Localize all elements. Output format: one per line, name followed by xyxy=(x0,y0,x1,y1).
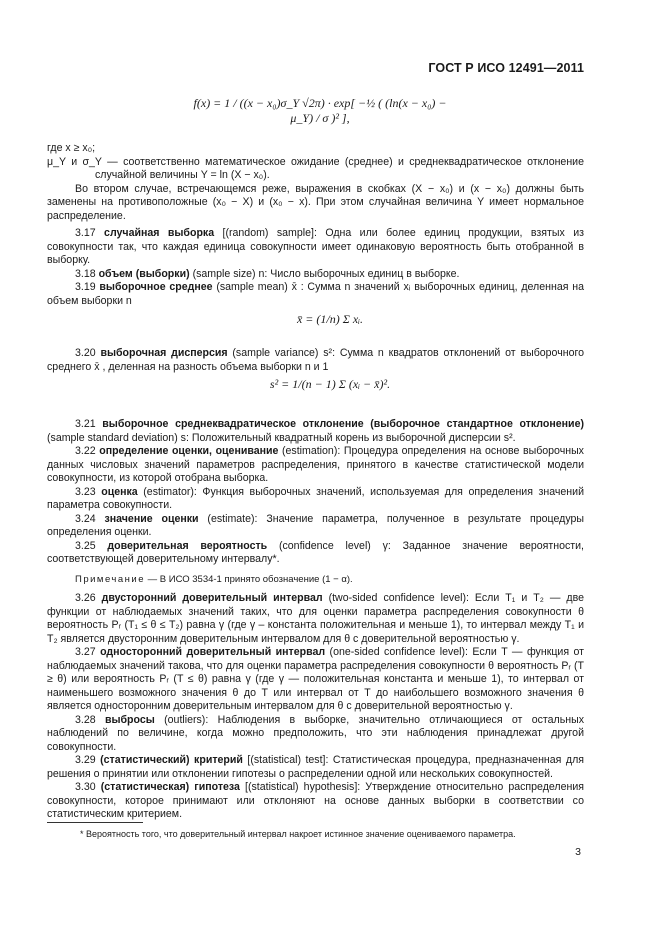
section-3-20 xyxy=(47,347,584,374)
term-3-21: 3.21 выборочное среднеквадратическое отклонение (выборочное стандартное отклонение) (sample standard deviation) s: Положительный квадратный корень из выборочной дисперсии s². xyxy=(47,418,584,444)
term-3-24: 3.24 значение оценки (estimate): Значение параметра, полученное в результате процедуры определения оценки. xyxy=(47,512,585,538)
term-3-26: 3.26 двусторонний доверительный интервал (two-sided confidence level): Если T₁ и T₂ — две функции от наблюдаемых значений таких, что для оценки параметра распределения совокупности θ вероятность Pᵣ (T₁ ≤ θ ≤ T₂) равна γ (где γ – константа положительная и меньше 1), то интервал между T₁ и T₂ является двусторонним доверительным интервалом для θ с доверительной вероятностью γ. xyxy=(47,592,584,645)
mu-sigma-definition: μ_Y и σ_Y — соответственно математическое ожидание (среднее) и среднеквадратическое отклонение случайной величины Y = ln (X − x₀). xyxy=(47,155,584,181)
footnote: * Вероятность того, что доверительный интервал накроет истинное значение оцениваемого параметра. xyxy=(80,829,516,839)
term-3-18: 3.18 объем (выборки) (sample size) n: Число выборочных единиц в выборке. xyxy=(75,267,460,280)
term-3-30: 3.30 (статистическая) гипотеза [(statistical) hypothesis]: Утверждение относительно распределения совокупности, которое принимают или отклоняют на основе данных выборки в соответствии со статистическим критерием. xyxy=(47,781,585,820)
second-case-paragraph: Во втором случае, встречающемся реже, выражения в скобках (X − x₀) и (x − x₀) должны быть заменены на противоположные (x₀ − X) и (x₀ − x). При этом случайная величина Y имеет нормальное распределение. xyxy=(47,182,584,222)
term-3-20: 3.20 выборочная дисперсия (sample variance) s²: Сумма n квадратов отклонений от выборочного среднего x̄ , деленная на разность объема выборки n и 1 xyxy=(47,347,584,373)
where-clause: где x ≥ x₀; xyxy=(47,142,96,154)
formula-sample-mean: x̄ = (1/n) Σ xᵢ. xyxy=(296,312,364,326)
term-3-29: 3.29 (статистический) критерий [(statistical) test]: Статистическая процедура, предназначенная для решения о принятии или отклонении гипотезы о распределении одной или нескольких совокупностей. xyxy=(47,754,584,780)
footnote-rule xyxy=(47,822,143,823)
term-3-23: 3.23 оценка (estimator): Функция выборочных значений, используемая для определения значений параметра совокупности. xyxy=(47,485,584,511)
term-3-28: 3.28 выбросы (outliers): Наблюдения в выборке, значительно отличающиеся от остальных наблюдений по величине, когда можно предположить, что эти наблюдения принадлежат другой совокупности. xyxy=(47,713,584,753)
term-3-17: 3.17 случайная выборка [(random) sample]: Одна или более единиц продукции, взятых из совокупности так, что каждая единица совокупности имеет одинаковую вероятность быть отобранной в выборку. xyxy=(47,227,584,266)
page-number: 3 xyxy=(575,846,581,858)
terms-block xyxy=(47,418,584,822)
note-3-25: Примечание — В ИСО 3534-1 принято обозначение (1 − α). xyxy=(75,573,353,585)
term-3-27: 3.27 односторонний доверительный интервал (one-sided confidence level): Если T — функция от наблюдаемых значений такова, что для оценки параметра распределения совокупности θ вероятность Pᵣ (T ≥ θ) или вероятность Pᵣ (T ≤ θ) равна γ (где γ — положительная константа и меньше 1), то интервал от наименьшего возможного значения θ до T или интервал от T до наибольшего возможного значения θ является односторонним доверительным интервалом для θ с доверительной вероятностью γ. xyxy=(47,646,585,712)
term-3-22: 3.22 определение оценки, оценивание (estimation): Процедура определения на основе выборочных данных числовых значений параметров распределения, принятого в качестве статистической модели совокупности, из которой отобрана выборка. xyxy=(47,445,584,484)
term-3-19: 3.19 выборочное среднее (sample mean) x̄ : Сумма n значений xᵢ выборочных единиц, деленная на объем выборки n xyxy=(47,281,584,307)
formula-lognormal-density: f(x) = 1 / ((x − x₀)σ_Y √2π) · exp[ −½ ( (ln(x − x₀) − μ_Y) / σ )² ], xyxy=(193,96,447,125)
document-header: ГОСТ Р ИСО 12491—2011 xyxy=(428,61,584,75)
formula-sample-variance: s² = 1/(n − 1) Σ (xᵢ − x̄)². xyxy=(269,377,391,391)
term-3-25: 3.25 доверительная вероятность (confidence level) γ: Заданное значение вероятности, соответствующей доверительному интервалу*. xyxy=(47,539,584,565)
formula-definitions xyxy=(47,142,584,308)
